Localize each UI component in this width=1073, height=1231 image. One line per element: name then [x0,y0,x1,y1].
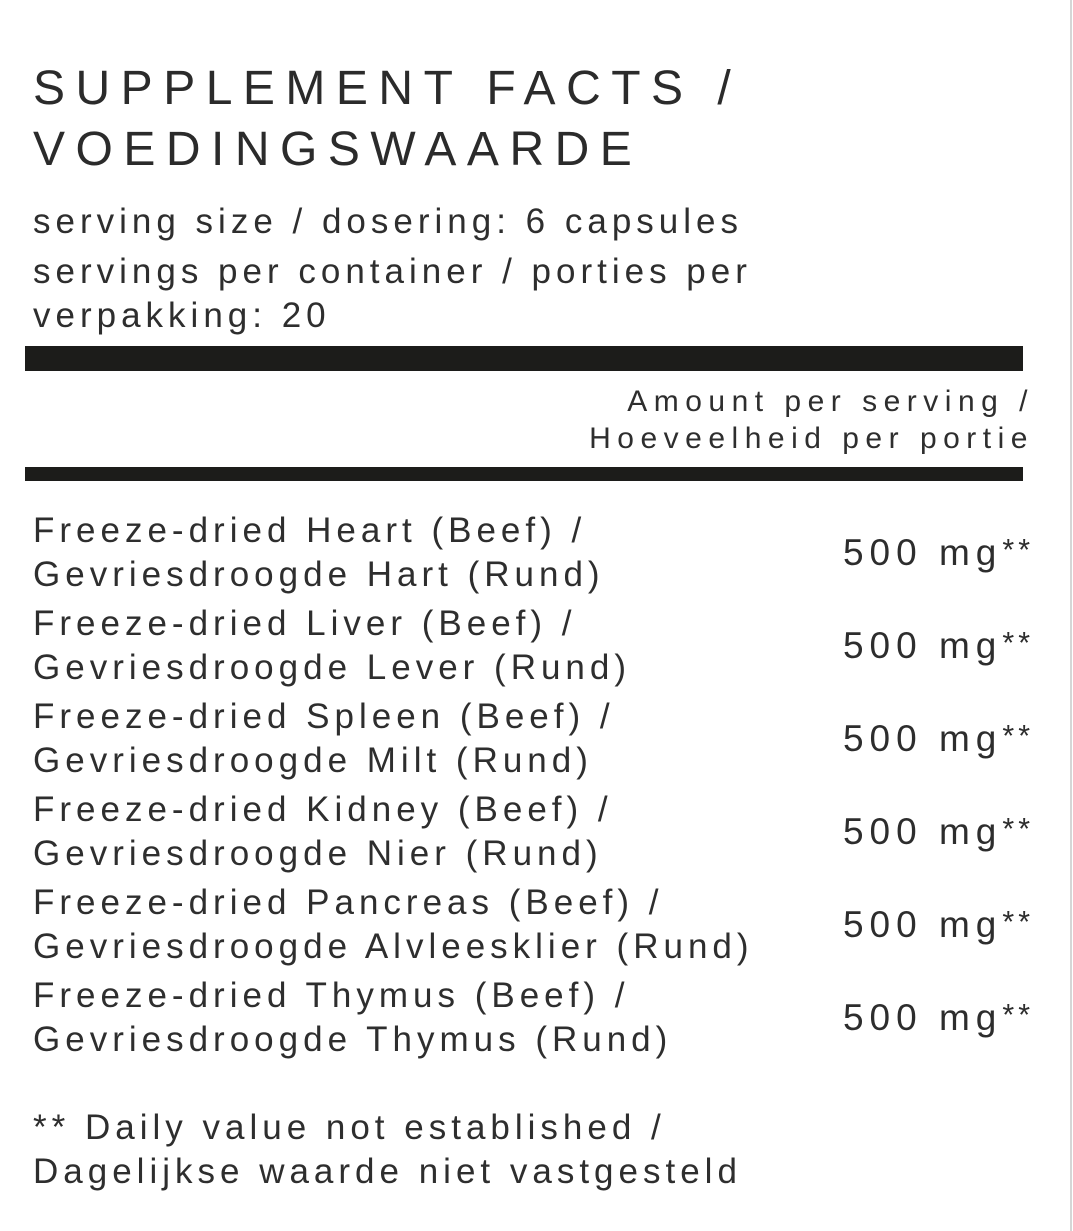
ingredient-name-nl: Gevriesdroogde Nier (Rund) [33,834,603,873]
table-row [33,695,1034,783]
ingredient-name-nl: Gevriesdroogde Hart (Rund) [33,555,605,594]
table-row [33,881,1034,969]
amount-value [823,904,1034,946]
amount-text: 500 mg [842,532,1003,573]
amount-header-line1: Amount per serving / [627,385,1034,418]
amount-text: 500 mg [842,997,1003,1038]
ingredient-name [33,695,615,783]
ingredient-name-nl: Gevriesdroogde Alvleesklier (Rund) [33,927,754,966]
ingredient-name [33,788,613,876]
amount-value [823,811,1034,853]
ingredient-name [33,509,605,597]
table-row [33,974,1034,1062]
amount-value [823,718,1034,760]
amount-per-serving-header [33,383,1034,457]
ingredient-name-nl: Gevriesdroogde Milt (Rund) [33,741,593,780]
ingredient-name-en: Freeze-dried Liver (Beef) / [33,604,577,643]
daily-value-marker: ** [1002,999,1034,1032]
amount-text: 500 mg [842,904,1003,945]
label-title-line2: VOEDINGSWAARDE [33,123,643,176]
daily-value-marker: ** [1002,906,1034,939]
amount-value [823,997,1034,1039]
amount-header-line2: Hoeveelheid per portie [589,422,1034,455]
ingredient-name-en: Freeze-dried Heart (Beef) / [33,511,587,550]
divider-bar-thin [25,467,1023,481]
serving-size-line: serving size / dosering: 6 capsules [33,202,743,241]
ingredient-name [33,881,754,969]
ingredient-name-en: Freeze-dried Spleen (Beef) / [33,697,615,736]
ingredient-name [33,602,631,690]
amount-text: 500 mg [842,625,1003,666]
label-right-edge-line [1070,0,1072,1231]
servings-per-container-line: servings per container / porties per verpakking: 20 [33,252,752,335]
ingredient-table [33,509,1034,1062]
table-row [33,602,1034,690]
ingredient-name-nl: Gevriesdroogde Thymus (Rund) [33,1020,673,1059]
table-row [33,509,1034,597]
amount-text: 500 mg [842,718,1003,759]
amount-text: 500 mg [842,811,1003,852]
divider-bar-thick [25,346,1023,371]
amount-value [823,532,1034,574]
footnote-line1: ** Daily value not established / [33,1108,666,1147]
ingredient-name-nl: Gevriesdroogde Lever (Rund) [33,648,632,687]
footnote [33,1106,1034,1194]
ingredient-name-en: Freeze-dried Thymus (Beef) / [33,976,630,1015]
daily-value-marker: ** [1002,813,1034,846]
ingredient-name [33,974,672,1062]
label-title-line1: SUPPLEMENT FACTS / [33,62,742,115]
daily-value-marker: ** [1002,627,1034,660]
ingredient-name-en: Freeze-dried Pancreas (Beef) / [33,883,664,922]
label-title [33,58,1034,180]
ingredient-name-en: Freeze-dried Kidney (Beef) / [33,790,613,829]
daily-value-marker: ** [1002,534,1034,567]
footnote-line2: Dagelijkse waarde niet vastgesteld [33,1152,742,1191]
daily-value-marker: ** [1002,720,1034,753]
amount-value [823,625,1034,667]
table-row [33,788,1034,876]
